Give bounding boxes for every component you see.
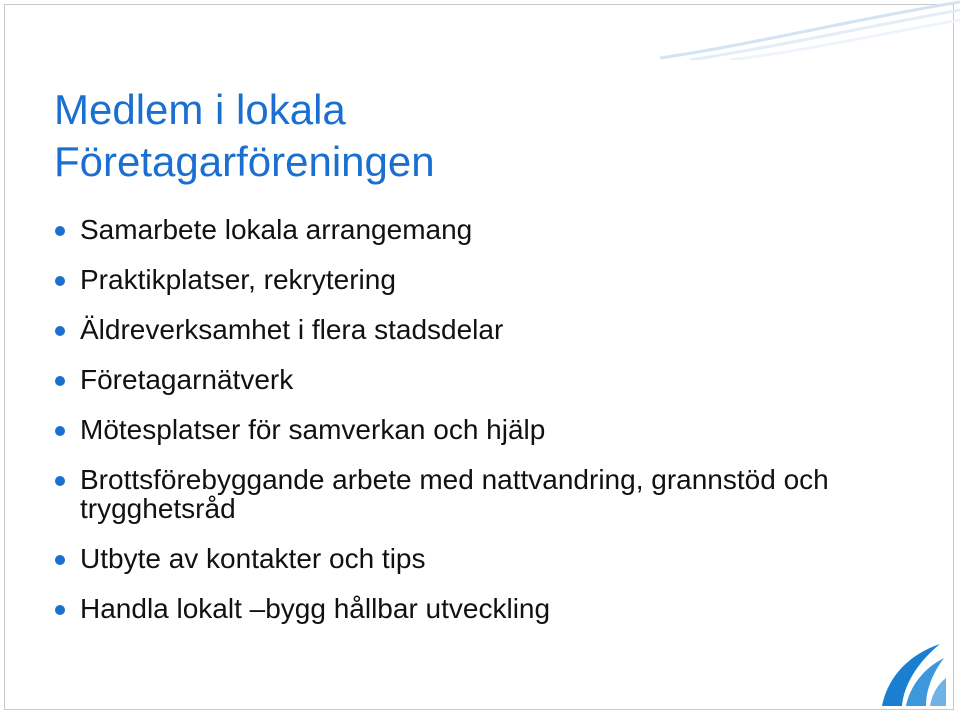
bullet-text: Praktikplatser, rekrytering (80, 264, 396, 295)
bullet-item (52, 544, 912, 573)
bullet-item (52, 465, 912, 523)
bullet-text: Äldreverksamhet i flera stadsdelar (80, 314, 504, 345)
bullet-item (52, 215, 912, 244)
bullet-text: Brottsförebyggande arbete med nattvandring, grannstöd och trygghetsråd (80, 464, 829, 524)
bullet-dot-icon (55, 326, 65, 336)
decorative-swoosh-icon (660, 0, 960, 60)
title-line-2: Företagarföreningen (54, 138, 435, 185)
bullet-text: Företagarnätverk (80, 364, 294, 395)
bullet-item (52, 594, 912, 623)
bullet-item (52, 315, 912, 344)
bullet-text: Samarbete lokala arrangemang (80, 214, 473, 245)
bullet-dot-icon (55, 476, 65, 486)
bullet-text: Mötesplatser för samverkan och hjälp (80, 414, 546, 445)
bullet-list (52, 215, 912, 623)
bullet-dot-icon (55, 376, 65, 386)
bullet-text: Handla lokalt –bygg hållbar utveckling (80, 593, 551, 624)
bullet-dot-icon (55, 276, 65, 286)
sail-logo-icon (874, 642, 946, 708)
bullet-dot-icon (55, 605, 65, 615)
bullet-text: Utbyte av kontakter och tips (80, 543, 426, 574)
bullet-dot-icon (55, 426, 65, 436)
bullet-dot-icon (55, 555, 65, 565)
bullet-item (52, 265, 912, 294)
slide-title (54, 84, 435, 188)
title-line-1: Medlem i lokala (54, 86, 346, 133)
bullet-dot-icon (55, 226, 65, 236)
bullet-item (52, 365, 912, 394)
bullet-item (52, 415, 912, 444)
